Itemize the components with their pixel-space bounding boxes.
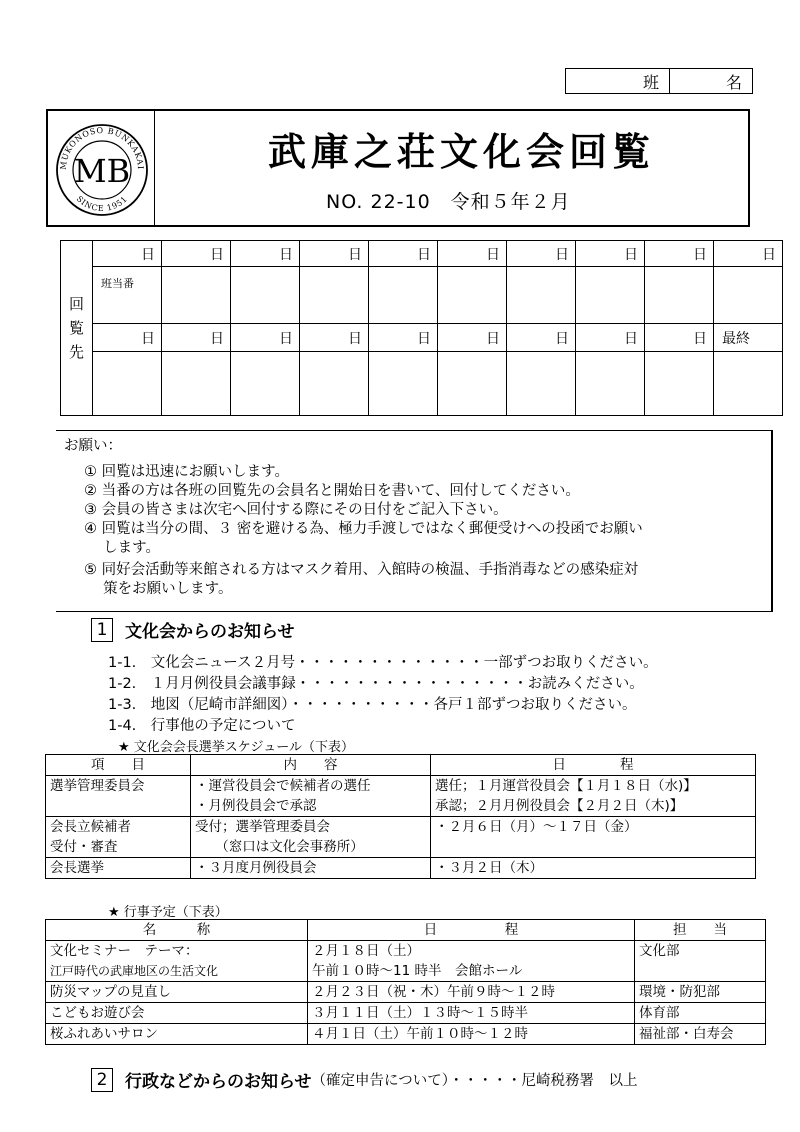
blank-cell [645,352,714,416]
section-number: 1 [91,618,113,642]
cell-text: 桜ふれあいサロン [50,1026,158,1042]
day-cell: 日 [645,324,714,352]
cell-text: ・月例役員会で承認 [195,798,317,814]
day-cell: 日 [438,324,507,352]
cell-text: ２月１８日（土） [312,943,420,959]
column-header: 項 目 [46,755,191,776]
blank-cell [300,267,369,324]
notice-item: ③ 会員の皆さまは次宅へ回付する際にその日付をご記入下さい。 [84,502,508,518]
day-cell: 日 [576,241,645,267]
logo-area [48,111,155,225]
cell-text: 文化部 [639,943,680,959]
side-char: 回 [68,295,84,313]
day-cell: 日 [93,241,162,267]
notice-item: ① 回覧は迅速にお願いします。 [84,464,289,480]
events-table [45,919,766,1045]
schedule-caption: ★ 文化会会長選挙スケジュール（下表） [118,740,355,755]
section-2-heading [91,1067,637,1092]
blank-cell [507,352,576,416]
notice-heading: お願い： [64,438,122,454]
blank-cell [231,267,300,324]
blank-cell [576,352,645,416]
section-number: 2 [91,1068,113,1092]
name-label: 名 [725,72,742,92]
column-header: 日 程 [308,920,635,941]
newsletter-header [46,109,750,227]
duty-label: 班当番 [101,277,134,290]
cell-text: 選挙管理委員会 [50,778,145,794]
notice-list-item: 1-3. 地図（尼崎市詳細図）・・・・・・・・・・各戸１部ずつお取りください。 [108,697,637,713]
cell-text: 文化セミナー テーマ： [50,943,199,959]
notice-item: 策をお願いします。 [84,581,233,597]
logo-ring-top: MUKONOSO BUNKAKAI [58,125,146,171]
notice-list-item: 1-1. 文化会ニュース２月号・・・・・・・・・・・・・一部ずつお取りください。 [108,655,658,671]
blank-cell [714,352,783,416]
cell-text [50,796,186,816]
newsletter-title: 武庫之荘文化会回覧 [268,130,656,174]
cell-text: 環境・防犯部 [639,984,720,1000]
table-row [46,776,756,817]
logo-letters: MB [73,152,131,190]
section-note: （確定申告について）・・・・・尼崎税務署 以上 [311,1073,638,1089]
day-cell: 日 [162,241,231,267]
cell-text: ４月１日（土）午前１０時～１２時 [312,1026,528,1042]
cell-text: ・３月２日（木） [435,860,543,876]
cell-text: ・運営役員会で候補者の選任 [195,778,371,794]
table-row [46,858,756,879]
blank-cell [369,267,438,324]
day-cell: 日 [93,324,162,352]
notice-list-item: 1-2. １月月例役員会議事録・・・・・・・・・・・・・・・・お読みください。 [108,676,644,692]
blank-cell [438,267,507,324]
day-cell: 日 [507,324,576,352]
blank-cell [438,352,507,416]
blank-cell [162,352,231,416]
blank-cell [93,352,162,416]
election-schedule-table [45,754,756,879]
notice-item: ⑤ 同好会活動等来館される方はマスク着用、入館時の検温、手指消毒などの感染症対 [84,562,639,578]
group-label: 班 [566,69,670,93]
day-cell: 日 [714,241,783,267]
issue-number: NO. 22-10 令和５年２月 [326,191,571,213]
section-title: 行政などからのお知らせ [125,1072,312,1092]
day-cell: 日 [231,324,300,352]
cell-text: ２月２３日（祝・木）午前９時～１２時 [312,984,555,1000]
cell-text: 江戸時代の武庫地区の生活文化 [50,964,219,978]
cell-text: 福祉部・白寿会 [639,1026,734,1042]
cell-text: 会長選挙 [50,860,104,876]
duty-label-cell [93,267,162,324]
column-header: 担 当 [635,920,766,941]
table-row [46,982,766,1003]
cell-text [435,837,751,857]
blank-cell [369,352,438,416]
table-row [46,941,766,982]
column-header: 内 容 [191,755,431,776]
cell-text: 防災マップの見直し [50,984,171,1000]
events-caption: ★ 行事予定（下表） [108,905,228,920]
day-cell: 日 [300,241,369,267]
group-name-box [565,68,753,94]
logo-ring-bottom: SINCE 1951 [74,194,130,214]
day-cell: 日 [300,324,369,352]
notice-item: します。 [84,540,160,556]
side-char: 先 [68,343,84,361]
cell-text: 受付；選挙管理委員会 [195,819,330,835]
cell-text: 午前１０時～11 時半 会館ホール [312,963,523,979]
side-char: 覧 [68,319,84,337]
cell-text: ・３月度月例役員会 [195,860,317,876]
section-1-heading [91,617,295,642]
circulation-side-label [61,241,93,416]
blank-cell [645,267,714,324]
cell-text: 会長立候補者 [50,819,131,835]
blank-cell [162,267,231,324]
cell-text: 選任；１月運営役員会【１月１８日（水)】 [435,778,697,794]
request-notice [56,430,773,612]
circulation-table [60,240,783,416]
day-cell: 日 [162,324,231,352]
cell-text: こどもお遊び会 [50,1005,145,1021]
table-row [46,1003,766,1024]
mb-logo [48,111,154,225]
cell-text: 受付・審査 [50,839,118,855]
cell-text: ３月１１日（土）１３時～１５時半 [312,1005,528,1021]
day-cell: 日 [231,241,300,267]
notice-item: ④ 回覧は当分の間、３ 密を避ける為、極力手渡しではなく郵便受けへの投函でお願い [84,521,643,537]
blank-cell [714,267,783,324]
column-header: 名 称 [46,920,308,941]
blank-cell [576,267,645,324]
day-cell: 日 [369,241,438,267]
blank-cell [507,267,576,324]
blank-cell [300,352,369,416]
section-title: 文化会からのお知らせ [125,622,295,642]
notice-item: ② 当番の方は各班の回覧先の会員名と開始日を書いて、回付してください。 [84,483,580,499]
day-cell: 日 [507,241,576,267]
table-row [46,1024,766,1045]
cell-text: 承認；２月月例役員会【２月２日（木)】 [435,798,684,814]
cell-text: 体育部 [639,1005,680,1021]
last-cell: 最終 [714,324,783,352]
notice-list-item: 1-4. 行事他の予定について [108,718,296,734]
day-cell: 日 [576,324,645,352]
blank-cell [231,352,300,416]
day-cell: 日 [369,324,438,352]
day-cell: 日 [438,241,507,267]
day-cell: 日 [645,241,714,267]
cell-text: （窓口は文化会事務所） [195,839,364,855]
cell-text: ・２月６日（月）～１７日（金） [435,819,638,835]
column-header: 日 程 [431,755,756,776]
table-row [46,817,756,858]
